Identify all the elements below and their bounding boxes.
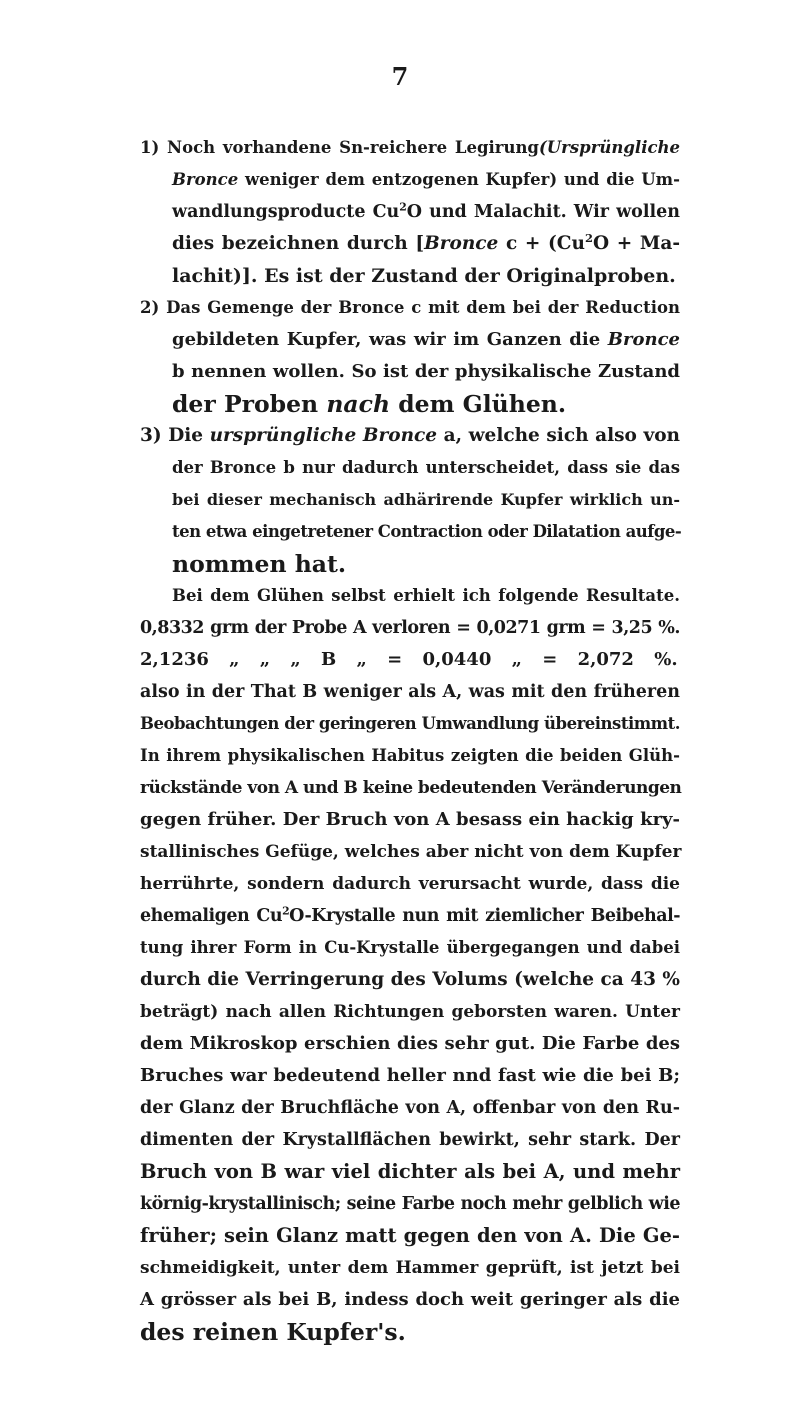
result-line: 2,1236 „ „ „ B „ = 0,0440 „ = 2,072 %. xyxy=(140,649,678,670)
text-line: bei dieser mechanisch adhärirende Kupfer wirklich un- xyxy=(172,490,680,509)
text-line: also in der That B weniger als A, was mit den früheren xyxy=(140,682,680,702)
text-line: A grösser als bei B, indess doch weit geringer als die xyxy=(140,1289,680,1310)
text-line: dem Mikroskop erschien dies sehr gut. Die Farbe des xyxy=(140,1033,680,1054)
text-line: Bruch von B war viel dichter als bei A, und mehr xyxy=(140,1160,680,1183)
text-line: dimenten der Krystallflächen bewirkt, sehr stark. Der xyxy=(140,1130,680,1150)
text-line: Beobachtungen der geringeren Umwandlung übereinstimmt. xyxy=(140,714,680,733)
text-line: 1) Noch vorhandene Sn-reichere Legirung(Ursprüngliche xyxy=(140,138,680,157)
text-line: dies bezeichnen durch [Bronce $c + (Cu^2O + Ma-$ xyxy=(172,231,680,254)
text-line: wandlungsproducte Cu$^2$O und Malachit. Wir wollen xyxy=(172,200,680,222)
text-line: Bronce weniger dem entzogenen Kupfer) und die Um- xyxy=(172,170,680,189)
text-line: herrührte, sondern dadurch verursacht wurde, dass die xyxy=(140,874,680,894)
text-line: nommen hat. xyxy=(172,550,347,578)
text-line: der Proben nach dem Glühen. xyxy=(172,390,567,418)
text-line: früher; sein Glanz matt gegen den von A. Die Ge- xyxy=(140,1224,680,1247)
text-line: gebildeten Kupfer, was wir im Ganzen die Bronce xyxy=(172,329,680,350)
text-line: körnig-krystallinisch; seine Farbe noch mehr gelblich wie xyxy=(140,1194,680,1214)
text-line: durch die Verringerung des Volums (welche ca 43 % xyxy=(140,969,680,990)
text-line: 3) Die ursprüngliche Bronce a, welche sich also von xyxy=(140,425,680,446)
text-line: ten etwa eingetretener Contraction oder Dilatation aufge- xyxy=(172,522,682,541)
text-line: tung ihrer Form in Cu-Krystalle übergegangen und dabei xyxy=(140,938,680,957)
result-line: 0,8332 grm der Probe A verloren = 0,0271 grm = 3,25 %. xyxy=(140,618,680,638)
text-line: schmeidigkeit, unter dem Hammer geprüft, ist jetzt bei xyxy=(140,1258,680,1278)
text-line: beträgt) nach allen Richtungen geborsten waren. Unter xyxy=(140,1002,680,1022)
text-line: der Glanz der Bruchfläche von A, offenbar von den Ru- xyxy=(140,1098,680,1118)
text-line: des reinen Kupfer's. xyxy=(140,1318,406,1346)
text-line: Bei dem Glühen selbst erhielt ich folgende Resultate. xyxy=(172,586,680,605)
text-line: rückstände von A und B keine bedeutenden Veränderungen xyxy=(140,778,682,798)
text-line: lachit)]. Es ist der Zustand der Originalproben. xyxy=(172,265,676,287)
text-line: stallinisches Gefüge, welches aber nicht von dem Kupfer xyxy=(140,842,682,862)
text-line: b nennen wollen. So ist der physikalische Zustand xyxy=(172,361,680,382)
text-line: In ihrem physikalischen Habitus zeigten die beiden Glüh- xyxy=(140,746,680,765)
text-line: der Bronce b nur dadurch unterscheidet, dass sie das xyxy=(172,458,680,477)
text-line: gegen früher. Der Bruch von A besass ein hackig kry- xyxy=(140,809,680,830)
text-line: ehemaligen Cu$^2$O-Krystalle nun mit ziemlicher Beibehal- xyxy=(140,904,680,926)
page-number: 7 xyxy=(391,62,409,91)
text-line: 2) Das Gemenge der Bronce c mit dem bei der Reduction xyxy=(140,298,680,317)
text-line: Bruches war bedeutend heller nnd fast wie die bei B; xyxy=(140,1065,680,1086)
